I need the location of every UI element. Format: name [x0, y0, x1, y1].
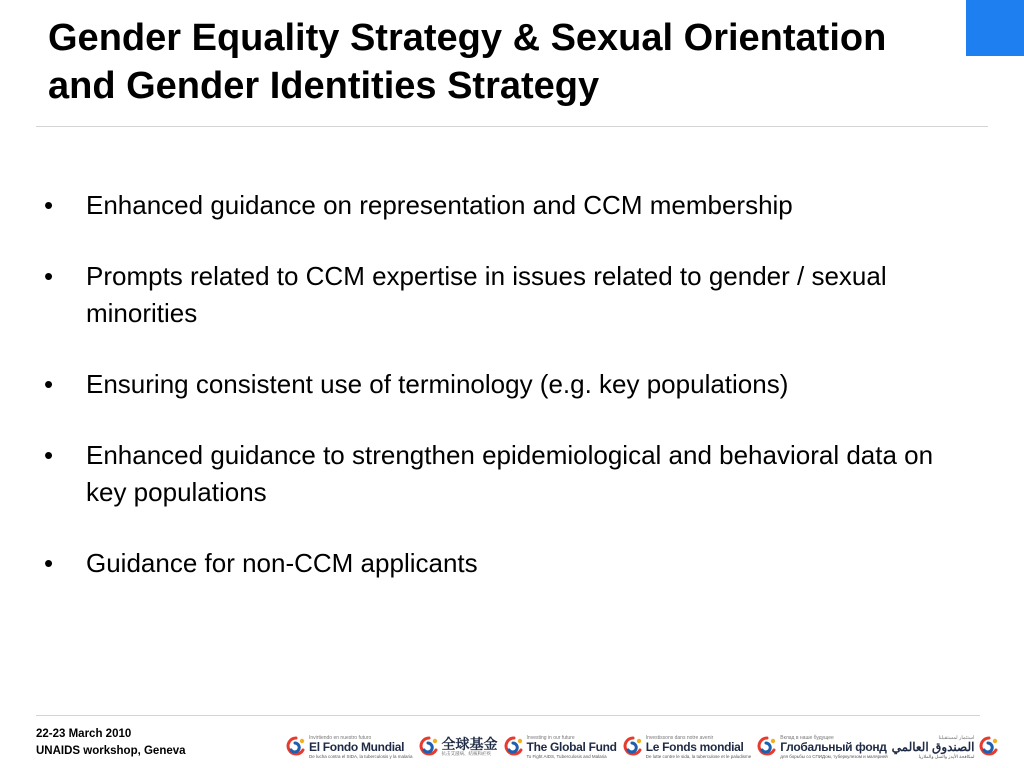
bullet-item [44, 258, 974, 332]
logo-name: Глобальный фонд [780, 740, 887, 754]
logo-name: 全球基金 [441, 736, 498, 752]
logo-subtitle: De lucha contra el SIDA, la tuberculosis y la malaria [309, 754, 413, 759]
corner-accent-square [966, 0, 1024, 56]
bullet-marker: • [44, 190, 54, 220]
logo-tagline: Invirtiendo en nuestro futuro [309, 735, 372, 741]
logo-tagline: Investing in our future [526, 735, 575, 741]
logo-tagline: Вклад в наше будущее [780, 735, 834, 741]
global-fund-swirl-icon [621, 735, 643, 759]
bullet-marker: • [44, 548, 54, 578]
bullet-text: Prompts related to CCM expertise in issues related to gender / sexual minorities [86, 261, 887, 328]
logo-name: الصندوق العالمي [891, 740, 975, 754]
logo-subtitle: De lutte contre le sida, la tuberculose et le paludisme [645, 754, 752, 759]
global-fund-swirl-icon [417, 735, 439, 759]
title-divider [36, 126, 988, 127]
bullet-item [44, 545, 974, 582]
bullet-text: Ensuring consistent use of terminology (e.g. key populations) [86, 369, 789, 399]
bullet-text: Enhanced guidance to strengthen epidemiological and behavioral data on key populations [86, 440, 934, 507]
global-fund-logo-strip [284, 729, 984, 765]
bullet-item [44, 437, 974, 511]
logo-tagline: استثمار لمستقبلنا [938, 735, 975, 741]
bullet-item [44, 366, 974, 403]
bullet-marker: • [44, 261, 54, 291]
global-fund-swirl-icon [502, 735, 524, 759]
bullet-marker: • [44, 369, 54, 399]
global-fund-swirl-icon [755, 735, 777, 759]
logo-subtitle: To Fight AIDS, Tuberculosis and Malaria [526, 754, 607, 759]
logo-english [502, 735, 617, 759]
logo-russian [755, 735, 887, 759]
global-fund-swirl-icon [284, 735, 306, 759]
bullet-item [44, 187, 974, 224]
logo-subtitle: لمكافحة الأيدز والسل والملاريا [918, 754, 975, 759]
logo-tagline: Investissons dans notre avenir [645, 735, 714, 741]
logo-subtitle: для борьбы со СПИДом, туберкулезом и малярией [780, 754, 888, 759]
slide-title: Gender Equality Strategy & Sexual Orientation and Gender Identities Strategy [48, 17, 887, 107]
logo-french [621, 735, 752, 759]
global-fund-swirl-icon [977, 735, 999, 759]
logo-subtitle: 抗击艾滋病、结核和疟疾 [441, 751, 492, 756]
logo-chinese [417, 735, 498, 759]
footer-date: 22-23 March 2010 [36, 728, 132, 740]
logo-name: Le Fonds mondial [645, 740, 744, 754]
footer-divider [36, 715, 980, 716]
bullet-list [44, 187, 974, 616]
footer-caption [36, 726, 186, 760]
bullet-text: Guidance for non-CCM applicants [86, 548, 478, 578]
footer-event: UNAIDS workshop, Geneva [36, 745, 186, 757]
logo-name: The Global Fund [526, 740, 617, 754]
bullet-marker: • [44, 440, 54, 470]
logo-arabic [892, 735, 1000, 759]
logo-name: El Fondo Mundial [309, 740, 405, 754]
bullet-text: Enhanced guidance on representation and CCM membership [86, 190, 793, 220]
logo-spanish [284, 735, 413, 759]
